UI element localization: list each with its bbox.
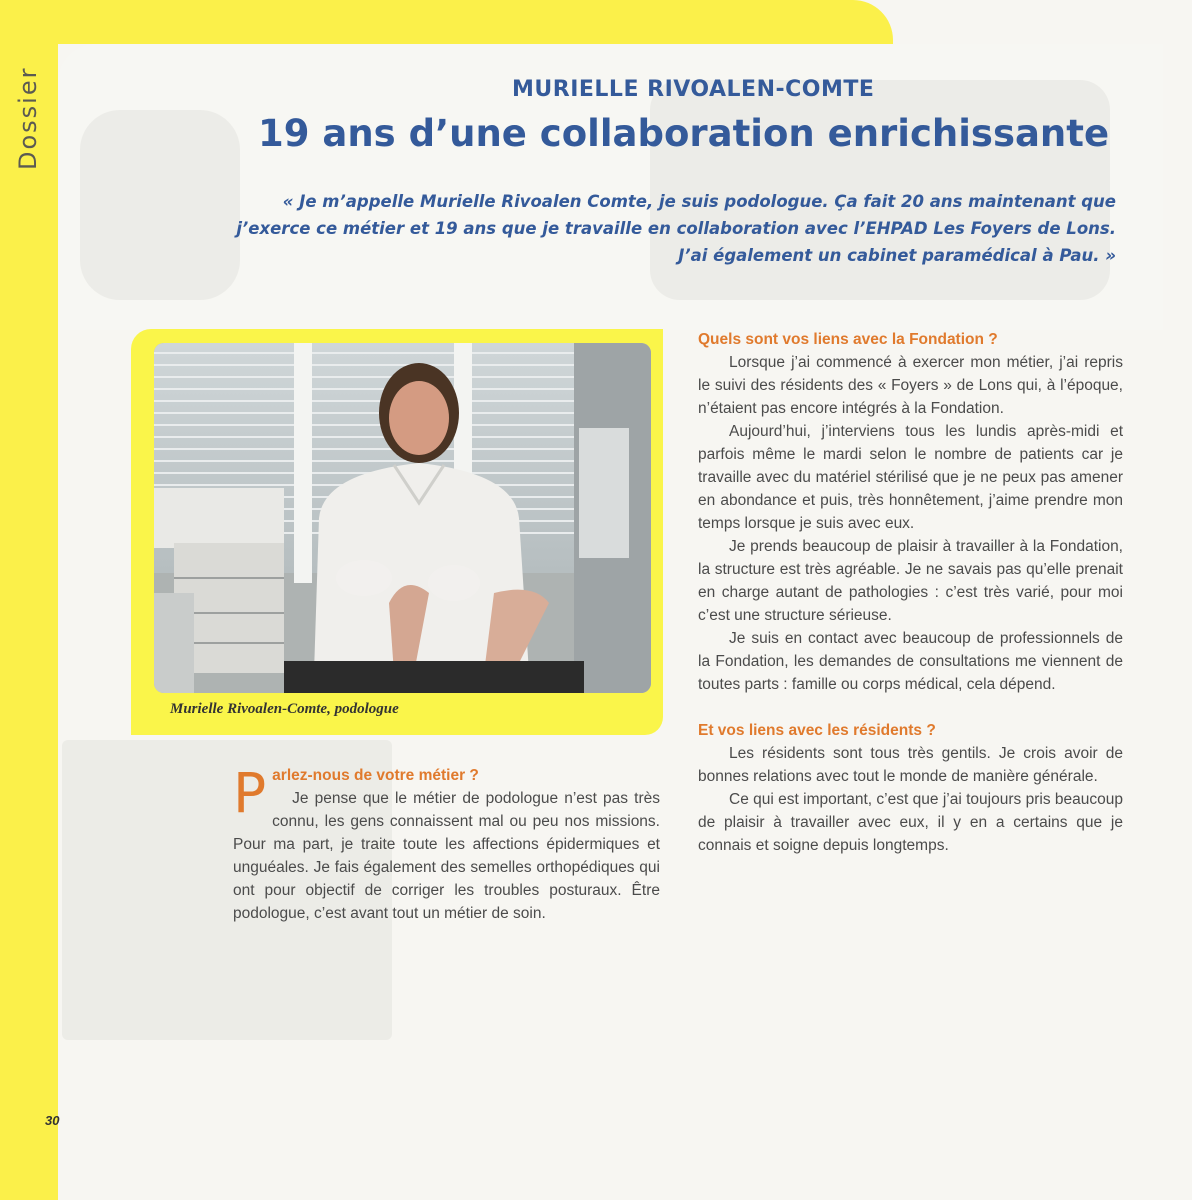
page-number: 30 bbox=[45, 1113, 60, 1128]
right-column bbox=[698, 328, 1123, 857]
left-paragraph: Je pense que le métier de podologue n’est pas très connu, les gens connaissent mal ou peu nos missions. Pour ma part, je traite toute les affections épidermiques et unguéales. Je fais également des semelles orthopédiques qui ont pour objectif de corriger les troubles posturaux. Être podologue, c’est avant tout un métier de soin. bbox=[233, 790, 660, 922]
paragraph: Lorsque j’ai commencé à exercer mon métier, j’ai repris le suivi des résidents des « Foyers » de Lons qui, à l’époque, n’étaient pas encore intégrés à la Fondation. bbox=[698, 354, 1123, 417]
paragraph: Je prends beaucoup de plaisir à travailler à la Fondation, la structure est très agréable. Je ne savais pas qu’elle prenait en charge autant de pathologies : c’est très varié, pour moi c’est une structure sérieuse. bbox=[698, 538, 1123, 624]
photo-caption: Murielle Rivoalen-Comte, podologue bbox=[170, 701, 399, 717]
drop-cap: P bbox=[233, 761, 267, 825]
paragraph: Je suis en contact avec beaucoup de professionnels de la Fondation, les demandes de consultations me viennent de toutes parts : famille ou corps médical, cela dépend. bbox=[698, 630, 1123, 693]
lead-line: j’exerce ce métier et 19 ans que je travaille en collaboration avec l’EHPAD Les Foyers de Lons. bbox=[236, 219, 1116, 238]
left-section-heading: arlez-nous de votre métier ? bbox=[272, 767, 479, 784]
article-title: 19 ans d’une collaboration enrichissante bbox=[258, 112, 1110, 155]
section-heading-residents: Et vos liens avec les résidents ? bbox=[698, 722, 936, 739]
article-kicker: MURIELLE RIVOALEN-COMTE bbox=[512, 77, 875, 102]
yellow-side-band bbox=[0, 0, 58, 1200]
paragraph: Aujourd’hui, j’interviens tous les lundis après-midi et parfois même le mardi selon le nombre de patients car je travaille avec du matériel stérilisé que je ne peux pas amener en abondance et puis, très honnêtement, j’aime prendre mon temps lorsque je suis avec eux. bbox=[698, 423, 1123, 532]
paragraph: Ce qui est important, c’est que j’ai toujours pris beaucoup de plaisir à travailler avec eux, il y en a certains que je connais et soigne depuis longtemps. bbox=[698, 791, 1123, 854]
portrait-photo bbox=[154, 343, 651, 693]
paragraph: Les résidents sont tous très gentils. Je crois avoir de bonnes relations avec tout le monde de manière générale. bbox=[698, 745, 1123, 785]
yellow-top-band bbox=[0, 0, 893, 44]
lead-line: « Je m’appelle Murielle Rivoalen Comte, je suis podologue. Ça fait 20 ans maintenant que bbox=[282, 192, 1116, 211]
left-column bbox=[233, 761, 660, 925]
article-lead bbox=[150, 188, 1116, 269]
section-heading-fondation: Quels sont vos liens avec la Fondation ? bbox=[698, 331, 998, 348]
podiatrist-photo-illustration bbox=[154, 343, 651, 693]
section-label: Dossier bbox=[14, 66, 42, 170]
lead-line: J’ai également un cabinet paramédical à Pau. » bbox=[678, 246, 1116, 265]
